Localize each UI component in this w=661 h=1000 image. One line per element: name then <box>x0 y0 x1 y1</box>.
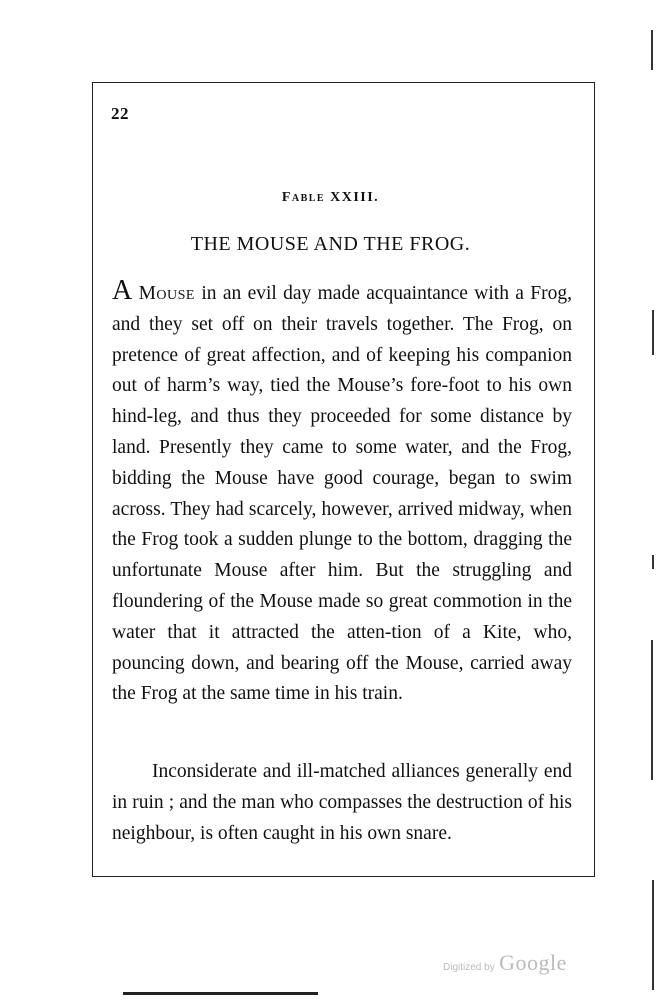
lead-word: Mouse <box>138 283 195 304</box>
google-logo: Google <box>499 950 567 975</box>
scan-edge-mark <box>651 30 653 70</box>
story-paragraph <box>112 277 572 710</box>
bottom-rule <box>123 992 318 995</box>
page-number: 22 <box>111 104 129 123</box>
scan-edge-mark <box>652 880 654 990</box>
fable-title: THE MOUSE AND THE FROG. <box>190 233 471 255</box>
fable-numeral: XXIII. <box>330 190 380 205</box>
watermark-prefix: Digitized by <box>443 962 495 973</box>
scan-edge-mark <box>652 310 654 355</box>
digitized-watermark <box>443 950 567 976</box>
scan-edge-mark <box>652 555 654 569</box>
dropcap-letter: A <box>112 275 133 306</box>
fable-heading <box>0 190 661 206</box>
story-text: in an evil day made acquaintance with a Frog, and they set off on their travels together. The Frog, on pretence of great affection, and of keeping his companion out of harm’s way, tied the Mouse’s fore-foot to his own hind-leg, and thus they proceeded for some distance by land. Presently they came to some water, and the Frog, bidding the Mouse have good courage, began to swim across. They had scarcely, however, arrived midway, when the Frog took a sudden plunge to the bottom, dragging the unfortunate Mouse after him. But the struggling and floundering of the Mouse made so great commotion in the water that it attracted the atten-tion of a Kite, who, pouncing down, and bearing off the Mouse, carried away the Frog at the same time in his train. <box>112 283 573 705</box>
moral-paragraph: Inconsiderate and ill-matched alliances generally end in ruin ; and the man who compasses the destruction of his neighbour, is often caught in his own snare. <box>112 761 572 844</box>
scan-edge-mark <box>651 640 653 780</box>
fable-prefix: Fable <box>281 190 326 205</box>
